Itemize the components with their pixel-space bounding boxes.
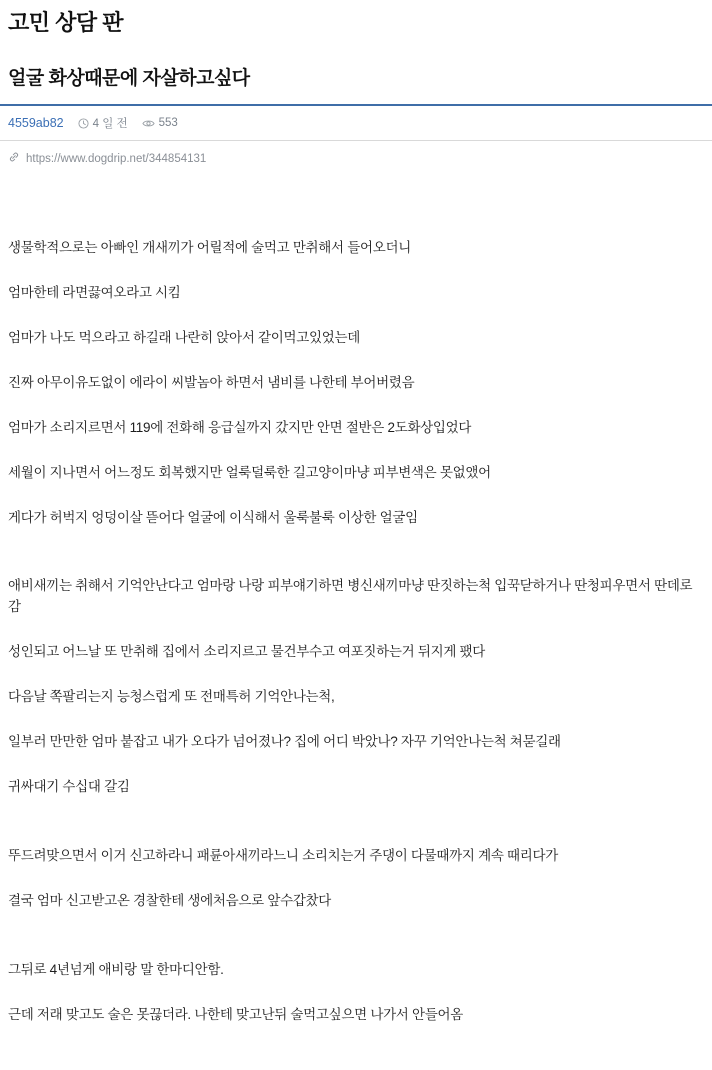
post-paragraph: 세월이 지나면서 어느정도 회복했지만 얼룩덜룩한 길고양이마냥 피부변색은 못없앴어 [8, 464, 491, 480]
post-views [142, 117, 178, 129]
post-paragraph: 진짜 아무이유도없이 에라이 씨발놈아 하면서 냄비를 나한테 부어버렸음 [8, 374, 415, 390]
post-time-label: 4 일 전 [92, 118, 128, 130]
link-icon [8, 151, 20, 166]
post-title: 얼굴 화상때문에 자살하고싶다 [8, 68, 250, 89]
post-paragraph: 생물학적으로는 아빠인 개새끼가 어릴적에 술먹고 만취해서 들어오더니 [8, 240, 411, 255]
post-author[interactable]: 4559ab82 [8, 116, 64, 130]
source-url-link[interactable]: https://www.dogdrip.net/344854131 [26, 152, 207, 165]
body-top-spacer [0, 176, 712, 238]
clock-icon [78, 118, 89, 129]
post-paragraph: 성인되고 어느날 또 만취해 집에서 소리지르고 물건부수고 여포짓하는거 뒤지게 팼다 [8, 644, 485, 660]
post-paragraph: 엄마한테 라면끓여오라고 시킴 [8, 284, 181, 300]
post-paragraph: 애비새끼는 취해서 기억안난다고 엄마랑 나랑 피부얘기하면 병신새끼마냥 딴짓하는척 입꾹닫하거나 딴청피우면서 딴데로 감 [8, 578, 696, 615]
eye-icon [142, 118, 155, 129]
post-views-count: 553 [158, 117, 178, 129]
board-title: 고민 상담 판 [8, 10, 123, 35]
post-paragraph: 일부러 만만한 엄마 붙잡고 내가 오다가 넘어졌나? 집에 어디 박았나? 자꾸 기억안나는척 쳐묻길래 [8, 734, 561, 750]
post-paragraph: 근데 저래 맞고도 술은 못끊더라. 나한테 맞고난뒤 술먹고싶으면 나가서 안들어옴 [8, 1006, 463, 1022]
post-paragraph: 뚜드려맞으면서 이거 신고하라니 패륜아새끼라느니 소리치는거 주댕이 다물때까지 계속 때리다가 [8, 847, 558, 863]
post-paragraph: 그뒤로 4년넘게 애비랑 말 한마디안함. [8, 961, 224, 977]
post-paragraph: 다음날 쪽팔리는지 능청스럽게 또 전매특허 기억안나는척, [8, 689, 335, 705]
post-time [78, 115, 128, 131]
post-paragraph: 결국 엄마 신고받고온 경찰한테 생에처음으로 앞수갑찼다 [8, 892, 332, 908]
post-paragraph: 엄마가 나도 먹으라고 하길래 나란히 앉아서 같이먹고있었는데 [8, 329, 360, 345]
post-body [0, 238, 712, 1070]
post-paragraph: 엄마가 소리지르면서 119에 전화해 응급실까지 갔지만 안면 절반은 2도화상입었다 [8, 419, 472, 435]
post-paragraph: 게다가 허벅지 엉덩이살 뜯어다 얼굴에 이식해서 울룩불룩 이상한 얼굴임 [8, 509, 418, 525]
post-paragraph: 귀싸대기 수십대 갈김 [8, 779, 130, 795]
post-meta-bar [0, 104, 712, 141]
source-url-row[interactable] [0, 141, 712, 176]
